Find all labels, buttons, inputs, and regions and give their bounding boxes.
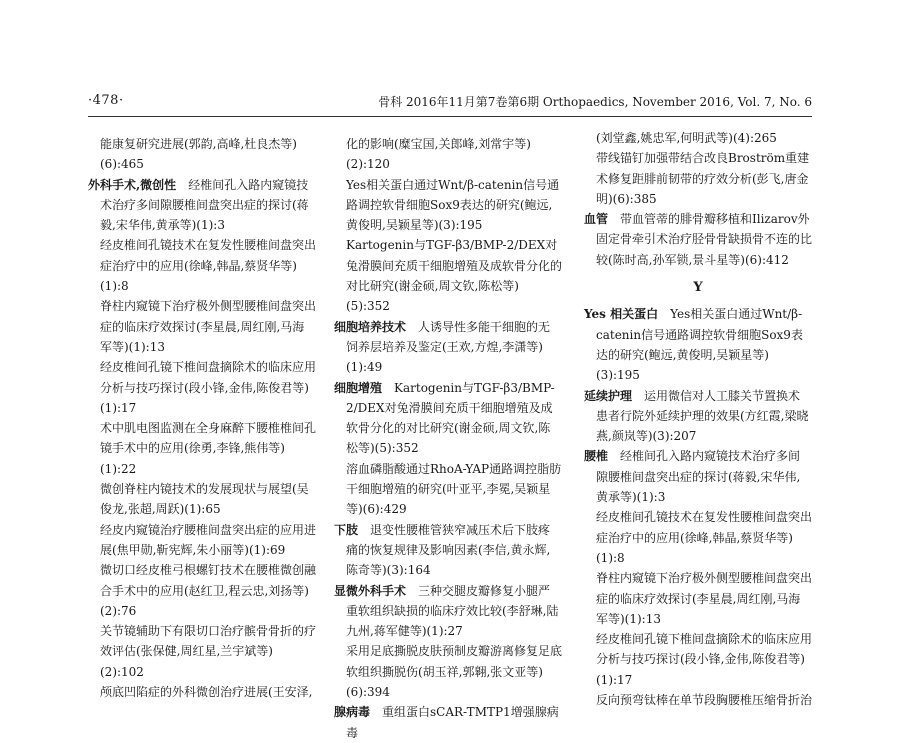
index-entry bbox=[88, 235, 316, 296]
index-entry bbox=[584, 148, 812, 209]
index-entry bbox=[584, 446, 812, 507]
index-citation: 脊柱内窥镜下治疗极外侧型腰椎间盘突出症的临床疗效探讨(李星晨,周红刚,马海军等)(1):13 bbox=[100, 299, 317, 354]
index-citation: 微创脊柱内镜技术的发展现状与展望(吴俊龙,张超,周跃)(1):65 bbox=[100, 482, 309, 517]
header-rule bbox=[88, 116, 812, 117]
index-entry bbox=[88, 621, 316, 682]
index-citation: 经椎间孔入路内窥镜技术治疗多间隙腰椎间盘突出症的探讨(蒋毅,宋华伟,黄承等)(1):3 bbox=[100, 177, 309, 233]
index-entry bbox=[584, 507, 812, 568]
index-entry bbox=[334, 378, 562, 459]
index-entry bbox=[584, 690, 812, 710]
index-heading: 腰椎 bbox=[584, 449, 609, 464]
index-citation: 经椎间孔入路内窥镜技术治疗多间隙腰椎间盘突出症的探讨(蒋毅,宋华伟,黄承等)(1):3 bbox=[596, 449, 801, 505]
index-entry bbox=[88, 296, 316, 357]
index-entry bbox=[88, 560, 316, 621]
page-header bbox=[88, 93, 812, 115]
index-citation: 经皮椎间孔镜下椎间盘摘除术的临床应用分析与技巧探讨(段小锋,金伟,陈俊君等)(1):17 bbox=[596, 632, 813, 687]
index-heading: 腺病毒 bbox=[334, 705, 371, 720]
index-entry bbox=[584, 386, 812, 447]
index-citation: Kartogenin与TGF-β3/BMP-2/DEX对兔滑膜间充质干细胞增殖及成软骨分化的对比研究(谢金硕,周文钦,陈松等)(5):352 bbox=[346, 238, 563, 314]
index-entry bbox=[584, 128, 812, 148]
index-citation: 能康复研究进展(郭韵,高峰,杜良杰等)(6):465 bbox=[100, 137, 297, 172]
index-entry bbox=[334, 459, 562, 520]
index-citation: 术中肌电图监测在全身麻醉下腰椎椎间孔镜手术中的应用(徐勇,李锋,熊伟等)(1):22 bbox=[100, 421, 317, 476]
index-entry bbox=[88, 175, 316, 236]
journal-line: 骨科 2016年11月第7卷第6期 Orthopaedics, November 2016, Vol. 7, No. 6 bbox=[378, 95, 812, 109]
index-entry bbox=[334, 175, 562, 236]
index-citation: 经皮内窥镜治疗腰椎间盘突出症的应用进展(焦甲勋,靳宪辉,朱小丽等)(1):69 bbox=[100, 522, 317, 557]
index-entry bbox=[334, 134, 562, 175]
index-entry bbox=[584, 568, 812, 629]
index-citation: 带线锚钉加强带结合改良Broström重建术修复距腓前韧带的疗效分析(彭飞,唐金明)(6):385 bbox=[596, 151, 810, 206]
index-citation: (刘堂鑫,姚忠军,何明武等)(4):265 bbox=[596, 131, 777, 145]
index-citation: 重组蛋白sCAR-TMTP1增强腺病毒 bbox=[346, 705, 559, 740]
index-column-2 bbox=[334, 134, 562, 743]
index-entry bbox=[88, 134, 316, 175]
index-heading: Yes 相关蛋白 bbox=[584, 307, 659, 322]
index-citation: 微切口经皮椎弓根螺钉技术在腰椎微创融合手术中的应用(赵红卫,程云忠,刘扬等)(2):76 bbox=[100, 563, 317, 618]
index-entry bbox=[584, 304, 812, 385]
index-entry bbox=[334, 520, 562, 581]
index-entry bbox=[334, 702, 562, 743]
index-heading: 外科手术,微创性 bbox=[88, 177, 177, 192]
index-entry bbox=[334, 641, 562, 702]
index-citation: 脊柱内窥镜下治疗极外侧型腰椎间盘突出症的临床疗效探讨(李星晨,周红刚,马海军等)(1):13 bbox=[596, 571, 813, 626]
index-citation: 化的影响(糜宝国,关郎峰,刘常宇等)(2):120 bbox=[346, 137, 531, 172]
index-citation: Kartogenin与TGF-β3/BMP-2/DEX对兔滑膜间充质干细胞增殖及成软骨分化的对比研究(谢金硕,周文钦,陈松等)(5):352 bbox=[346, 380, 555, 456]
index-column-3 bbox=[584, 128, 812, 710]
index-entry bbox=[88, 357, 316, 418]
index-citation: 溶血磷脂酸通过RhoA-YAP通路调控脂肪干细胞增殖的研究(叶亚平,李冕,吴颖星等)(6):429 bbox=[346, 461, 562, 517]
index-heading: 显微外科手术 bbox=[334, 583, 407, 598]
index-citation: 经皮椎间孔镜技术在复发性腰椎间盘突出症治疗中的应用(徐峰,韩晶,蔡贤华等)(1):8 bbox=[596, 510, 813, 565]
index-entry bbox=[88, 520, 316, 561]
index-heading: 细胞增殖 bbox=[334, 380, 383, 395]
index-entry bbox=[334, 317, 562, 378]
index-citation: 颅底凹陷症的外科微创治疗进展(王安泽, bbox=[100, 685, 313, 700]
index-citation: 关节镜辅助下有限切口治疗髌骨骨折的疗效评估(张保健,周红星,兰宇斌等)(2):102 bbox=[100, 624, 317, 679]
index-entry bbox=[88, 418, 316, 479]
index-entry bbox=[88, 682, 316, 702]
index-entry bbox=[334, 581, 562, 642]
index-heading: 细胞培养技术 bbox=[334, 319, 407, 334]
letter-heading: Y bbox=[693, 280, 703, 296]
index-citation: 带血管蒂的腓骨瓣移植和Ilizarov外固定骨牵引术治疗胫骨骨缺损骨不连的比较(陈时高,孙军锁,景斗星等)(6):412 bbox=[596, 212, 813, 267]
index-column-1 bbox=[88, 134, 316, 702]
index-entry bbox=[584, 629, 812, 690]
index-citation: 运用微信对人工膝关节置换术患者行院外延续护理的效果(方红霞,梁晓燕,颜岚等)(3):207 bbox=[596, 388, 809, 444]
index-citation: 三种交腿皮瓣修复小腿严重软组织缺损的临床疗效比较(李舒琳,陆九州,蒋军健等)(1):27 bbox=[346, 583, 559, 639]
index-citation: 反向预弯钛棒在单节段胸腰椎压缩骨折治 bbox=[596, 693, 813, 708]
index-heading: 下肢 bbox=[334, 522, 359, 537]
index-entry bbox=[334, 235, 562, 316]
index-citation: Yes相关蛋白通过Wnt/β-catenin信号通路调控软骨细胞Sox9表达的研究(鲍远,黄俊明,吴颖星等)(3):195 bbox=[596, 307, 803, 383]
index-citation: 经皮椎间孔镜技术在复发性腰椎间盘突出症治疗中的应用(徐峰,韩晶,蔡贤华等)(1):8 bbox=[100, 238, 317, 294]
index-citation: Yes相关蛋白通过Wnt/β-catenin信号通路调控软骨细胞Sox9表达的研究(鲍远,黄俊明,吴颖星等)(3):195 bbox=[346, 177, 560, 233]
index-citation: 经皮椎间孔镜下椎间盘摘除术的临床应用分析与技巧探讨(段小锋,金伟,陈俊君等)(1):17 bbox=[100, 360, 317, 415]
index-entry bbox=[88, 479, 316, 520]
index-citation: 人诱导性多能干细胞的无饲养层培养及鉴定(王欢,方煌,李潇等)(1):49 bbox=[346, 319, 551, 375]
index-citation: 退变性腰椎管狭窄减压术后下肢疼痛的恢复规律及影响因素(李信,黄永辉,陈奇等)(3):164 bbox=[346, 522, 551, 578]
index-heading: 血管 bbox=[584, 212, 609, 227]
index-citation: 采用足底撕脱皮肤预制皮瓣游离修复足底软组织撕脱伤(胡玉祥,郭翱,张文亚等)(6):394 bbox=[346, 644, 563, 700]
index-heading: 延续护理 bbox=[584, 388, 633, 403]
index-entry bbox=[584, 209, 812, 270]
page-number: ·478· bbox=[88, 93, 124, 108]
